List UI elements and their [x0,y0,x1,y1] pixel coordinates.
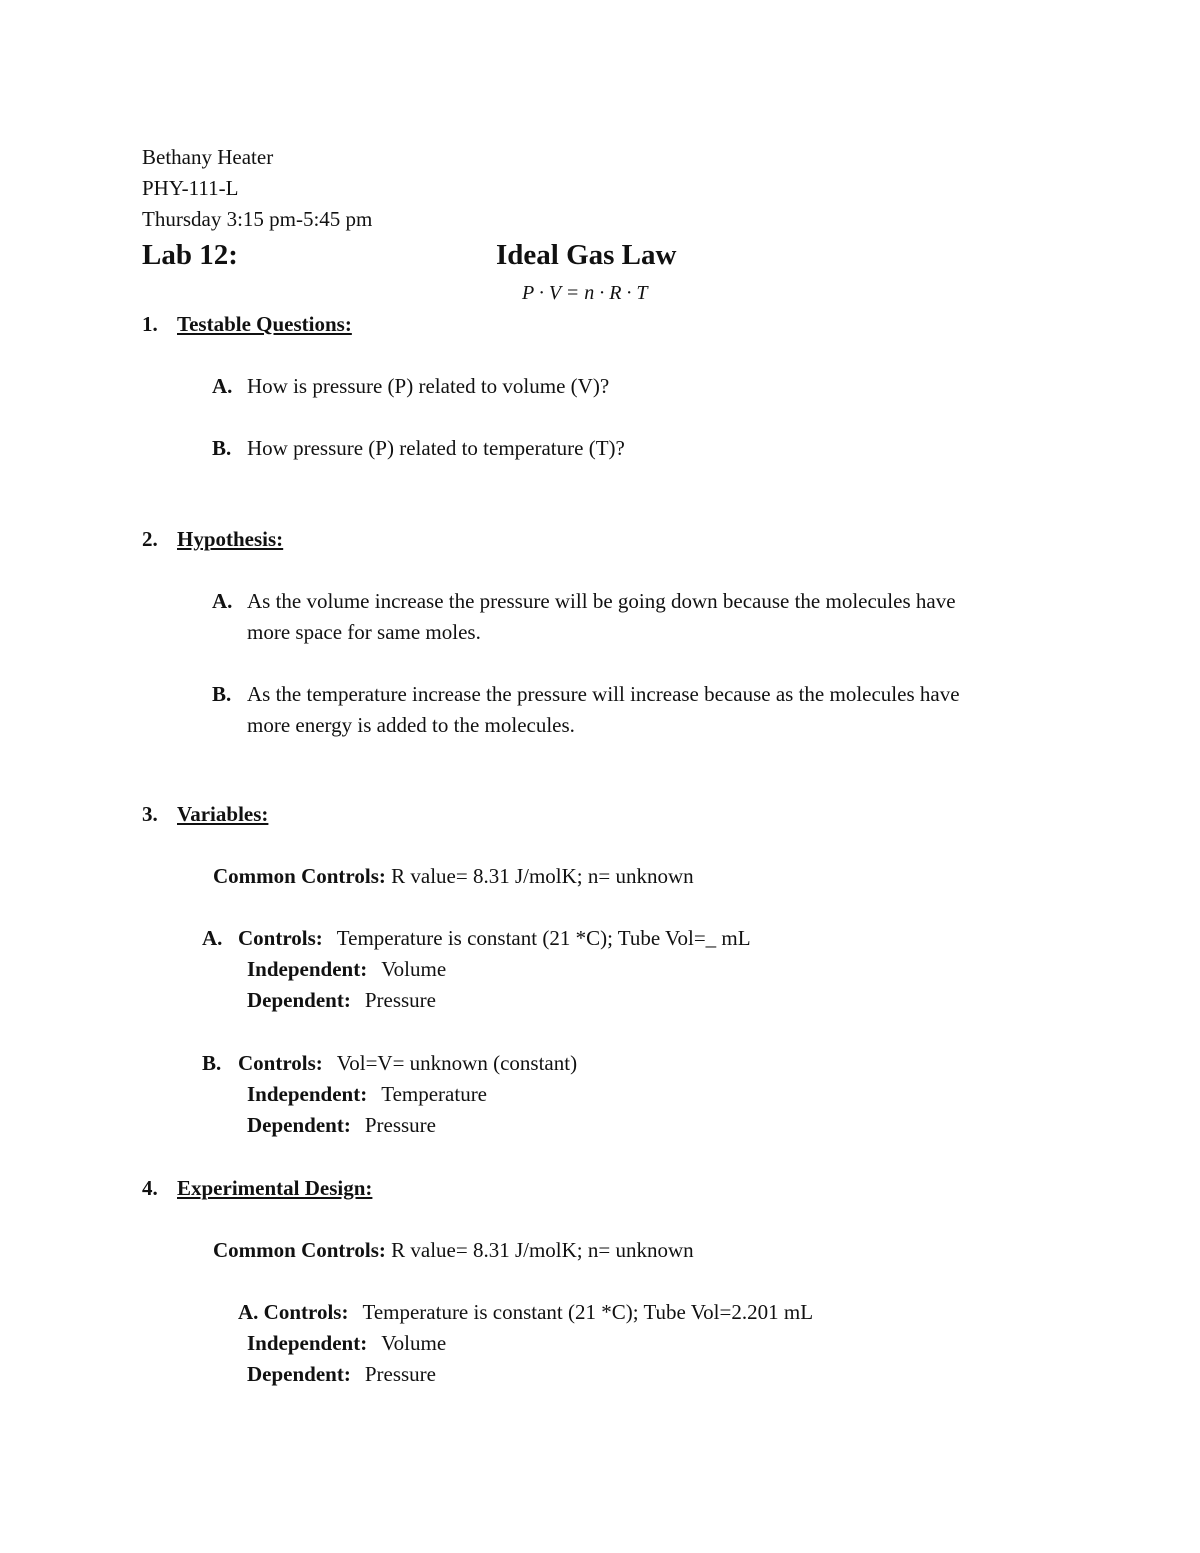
design-a-dependent [247,1361,436,1387]
dependent-label: Dependent: [247,1362,351,1386]
common-controls-label: Common Controls: [213,864,386,888]
variables-common-controls [213,863,694,889]
variables-b-independent [247,1081,487,1107]
section-4-heading: Experimental Design: [177,1176,373,1200]
controls-value: Temperature is constant (21 *C); Tube Vol=_ mL [336,926,751,950]
hypothesis-b-line-2: more energy is added to the molecules. [247,713,575,737]
question-a-text: How is pressure (P) related to volume (V)? [247,374,610,398]
class-schedule: Thursday 3:15 pm-5:45 pm [142,207,373,231]
hypothesis-a-label: A. [212,589,233,613]
hypothesis-b-line-1: As the temperature increase the pressure will increase because as the molecules have [247,682,960,706]
dependent-value: Pressure [364,1113,436,1137]
dependent-value: Pressure [364,988,436,1012]
controls-value: Temperature is constant (21 *C); Tube Vol=2.201 mL [362,1300,814,1324]
independent-label: Independent: [247,957,368,981]
section-3-heading: Variables: [177,802,269,826]
course-code: PHY-111-L [142,176,239,200]
common-controls-value: R value= 8.31 J/molK; n= unknown [391,864,694,888]
question-a-label: A. [212,374,233,398]
section-2-heading: Hypothesis: [177,527,284,551]
variables-b-controls [238,1050,577,1076]
section-2-number: 2. [142,527,158,551]
dependent-label: Dependent: [247,1113,351,1137]
independent-value: Volume [381,957,447,981]
design-a-independent [247,1330,446,1356]
independent-value: Volume [381,1331,447,1355]
dependent-label: Dependent: [247,988,351,1012]
controls-label: Controls: [238,1051,323,1075]
section-3-number: 3. [142,802,158,826]
design-common-controls [213,1237,694,1263]
section-1-number: 1. [142,312,158,336]
question-b-text: How pressure (P) related to temperature (T)? [247,436,625,460]
section-1-heading: Testable Questions: [177,312,352,336]
hypothesis-b-label: B. [212,682,232,706]
question-b-label: B. [212,436,232,460]
design-a-controls [238,1299,813,1325]
author-name: Bethany Heater [142,145,274,169]
common-controls-value: R value= 8.31 J/molK; n= unknown [391,1238,694,1262]
controls-value: Vol=V= unknown (constant) [336,1051,578,1075]
independent-value: Temperature [381,1082,488,1106]
controls-label: Controls: [263,1300,349,1324]
section-4-number: 4. [142,1176,158,1200]
variables-a-label: A. [202,926,223,950]
ideal-gas-equation: P · V = n · R · T [522,282,648,304]
hypothesis-a-line-1: As the volume increase the pressure will be going down because the molecules have [247,589,956,613]
lab-title: Ideal Gas Law [496,239,677,271]
variables-b-dependent [247,1112,436,1138]
independent-label: Independent: [247,1331,368,1355]
variables-a-controls [238,925,751,951]
variables-a-dependent [247,987,436,1013]
controls-label: Controls: [238,926,323,950]
common-controls-label: Common Controls: [213,1238,386,1262]
hypothesis-a-line-2: more space for same moles. [247,620,481,644]
variables-a-independent [247,956,446,982]
design-a-label: A. [238,1300,259,1324]
lab-number: Lab 12: [142,239,238,271]
variables-b-label: B. [202,1051,222,1075]
independent-label: Independent: [247,1082,368,1106]
dependent-value: Pressure [364,1362,436,1386]
